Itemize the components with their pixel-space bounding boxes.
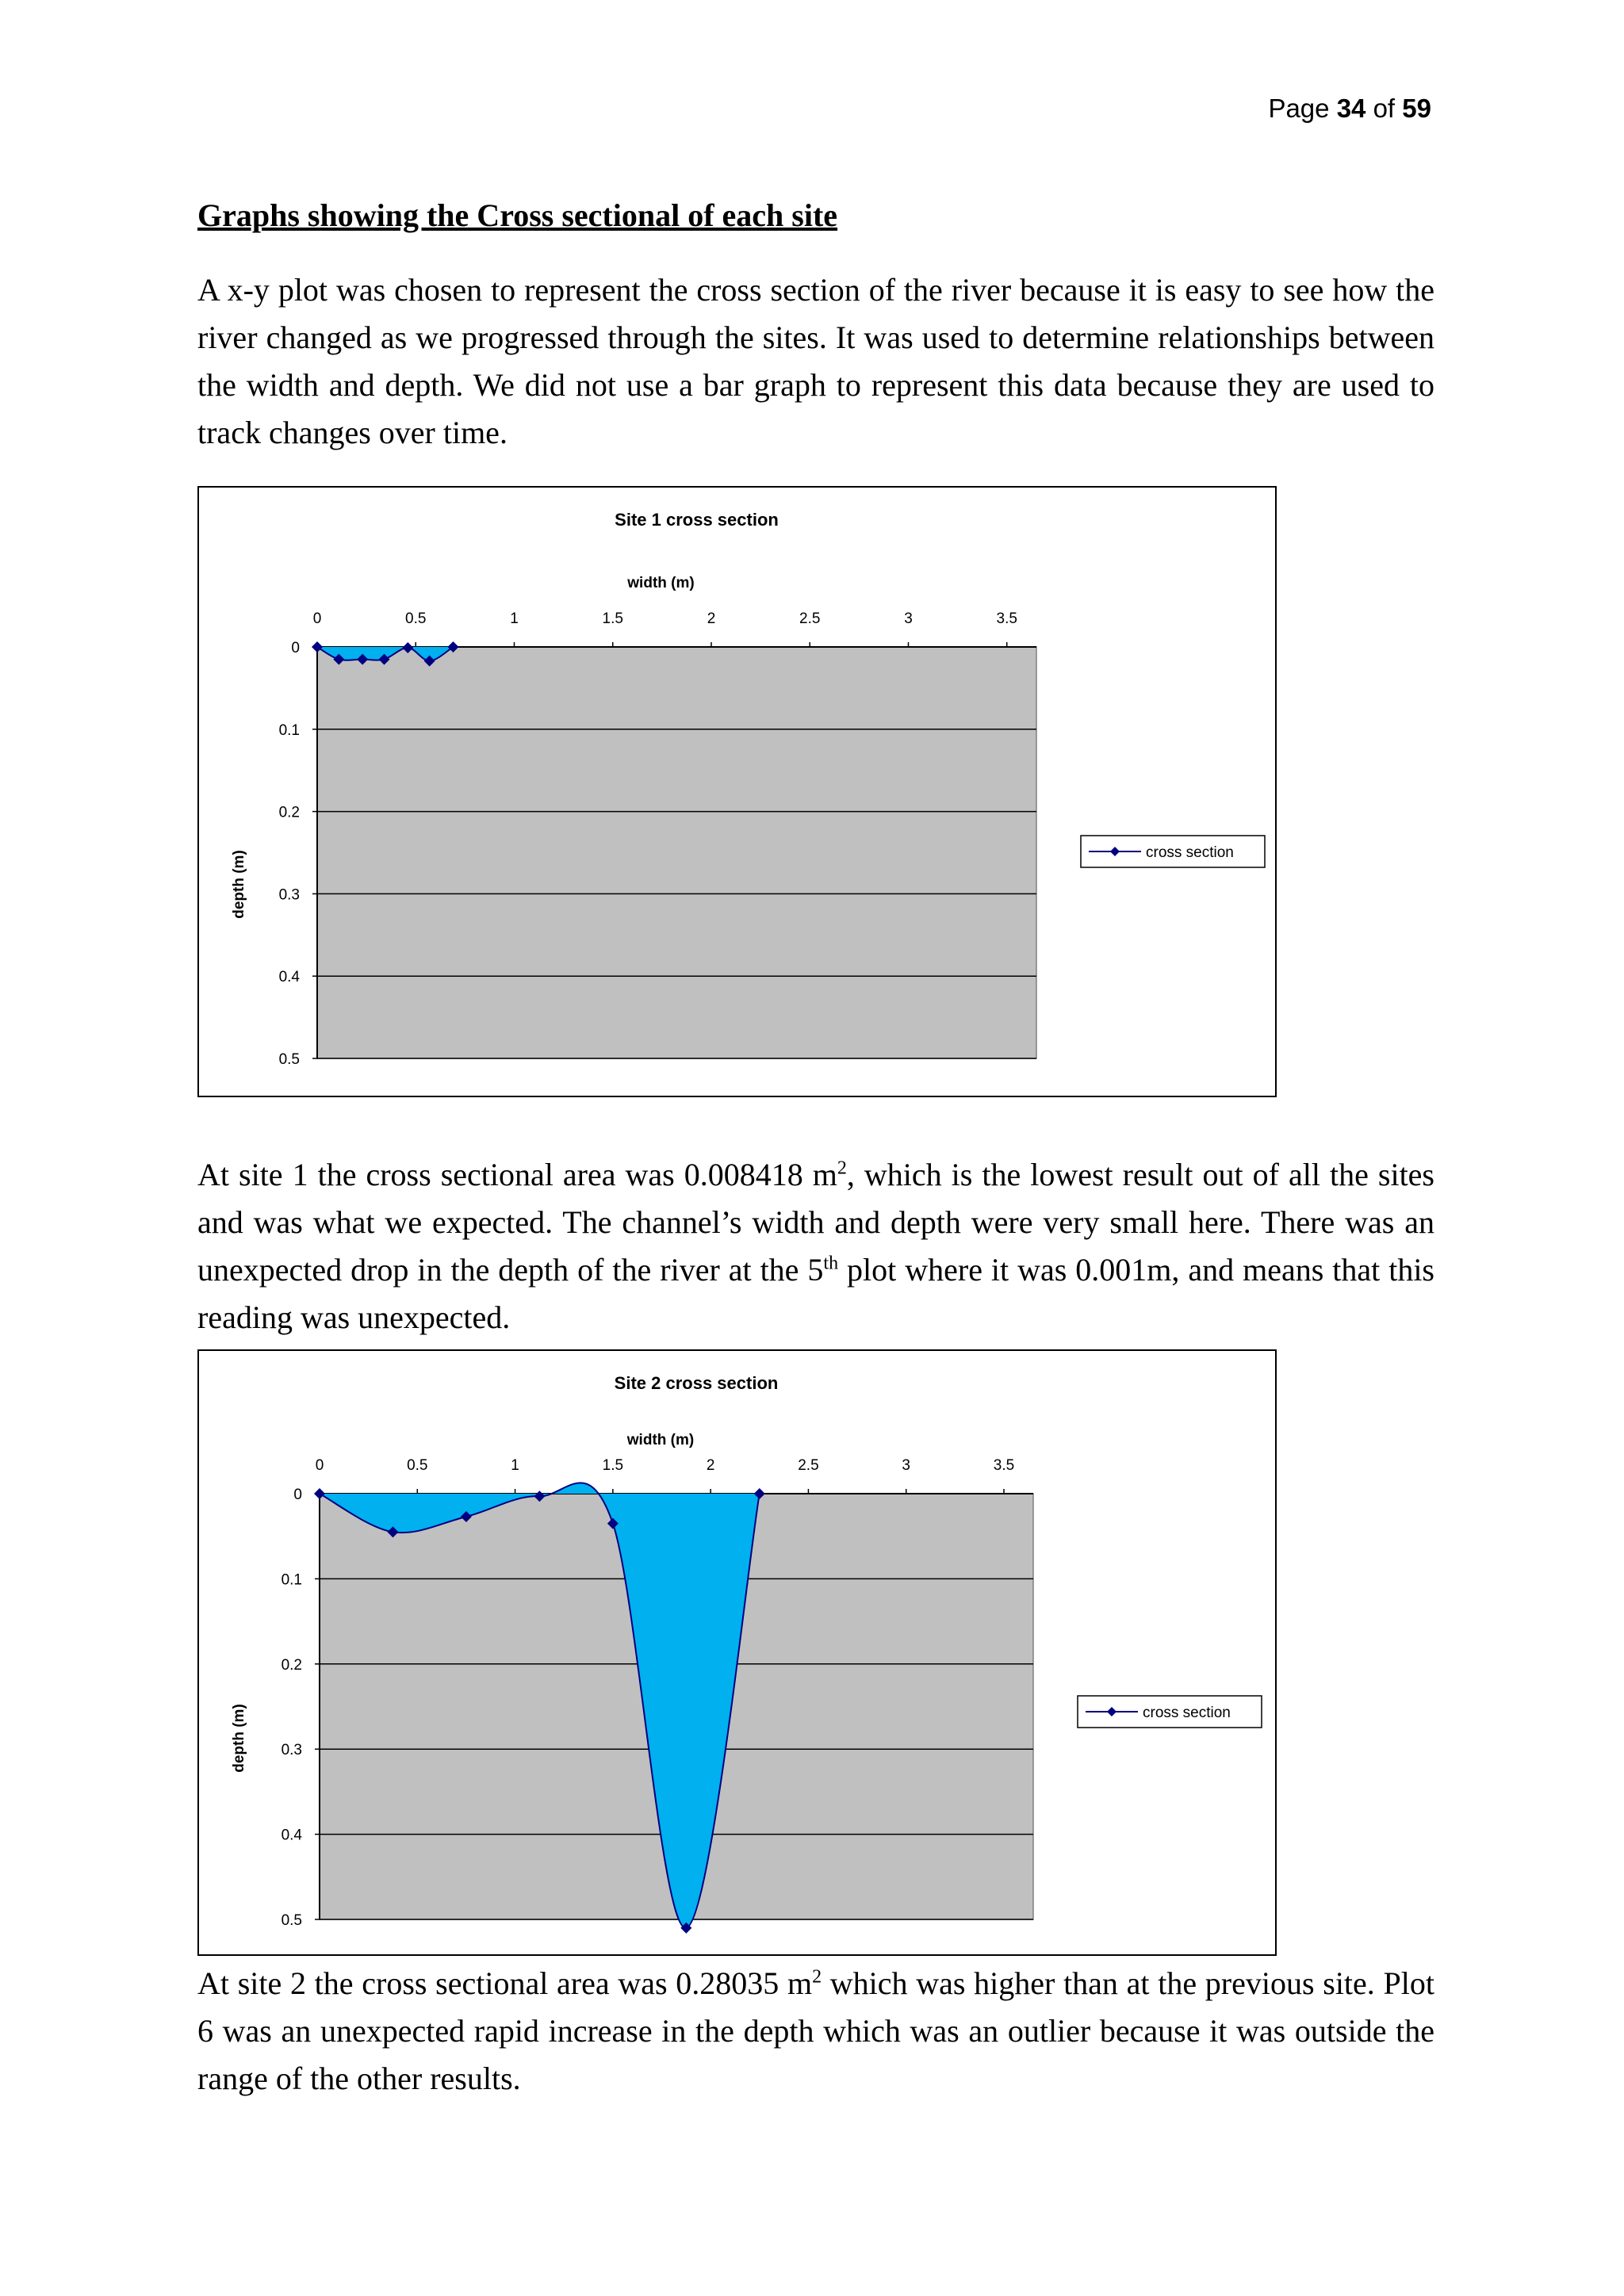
site2-legend-label: cross section <box>1143 1705 1231 1721</box>
page-of: of <box>1373 94 1396 123</box>
site2-x-tick-label: 3.5 <box>993 1457 1015 1474</box>
site1-text-a: At site 1 the cross sectional area was 0.008418 m <box>197 1157 837 1192</box>
site2-y-tick-label: 0.4 <box>281 1827 302 1844</box>
site1-plot-area <box>317 647 1036 1058</box>
site2-x-tick-label: 1.5 <box>602 1457 624 1474</box>
site1-y-tick-label: 0.5 <box>278 1051 300 1068</box>
site2-y-tick-label: 0.1 <box>281 1571 302 1589</box>
site1-x-tick-label: 3.5 <box>996 610 1017 627</box>
site2-text-a: At site 2 the cross sectional area was 0.28035 m <box>197 1965 813 2001</box>
site1-chart-svg <box>197 486 1277 1097</box>
site2-y-tick-label: 0.5 <box>281 1912 302 1929</box>
site2-x-axis-label: width (m) <box>626 1432 695 1448</box>
page-current: 34 <box>1336 94 1366 123</box>
site1-x-tick-label: 2.5 <box>799 610 821 627</box>
site2-paragraph <box>197 1960 1434 2103</box>
site1-x-tick-label: 0 <box>312 610 322 627</box>
site1-y-tick-label: 0.3 <box>278 886 300 904</box>
site1-text-b: , which is the lowest result out of all the sites and was what we expected. The channel’s width and depth were very small here. There was an unexpected drop in the depth of the river at the 5 <box>197 1157 1434 1288</box>
site2-chart-title: Site 2 cross section <box>614 1373 779 1393</box>
site2-x-tick-label: 2.5 <box>798 1457 819 1474</box>
site1-x-tick-label: 3 <box>904 610 913 627</box>
site2-x-tick-label: 3 <box>902 1457 911 1474</box>
site2-x-tick-label: 0.5 <box>407 1457 428 1474</box>
intro-paragraph: A x-y plot was chosen to represent the cross section of the river because it is easy to see how the river changed as we progressed through the sites. It was used to determine relationships between the width and depth. We did not use a bar graph to represent this data because they are used to track changes over time. <box>197 272 1434 450</box>
site1-paragraph <box>197 1151 1434 1341</box>
site2-y-tick-label: 0 <box>293 1487 302 1503</box>
page-label: Page <box>1268 94 1330 123</box>
site2-x-tick-label: 1 <box>511 1457 519 1474</box>
site2-y-tick-label: 0.2 <box>281 1656 302 1674</box>
site1-y-tick-label: 0.1 <box>278 721 300 739</box>
site2-x-tick-label: 0 <box>315 1457 324 1474</box>
section-heading: Graphs showing the Cross sectional of each site <box>197 197 838 233</box>
site2-x-tick-label: 2 <box>706 1457 715 1474</box>
site2-sup-squared: 2 <box>812 1966 822 1988</box>
site1-x-tick-label: 1 <box>510 610 519 627</box>
site1-y-tick-label: 0.4 <box>278 969 300 986</box>
site1-legend-label: cross section <box>1146 844 1234 861</box>
site2-chart-svg <box>197 1349 1277 1956</box>
site1-chart-title: Site 1 cross section <box>615 510 779 530</box>
site1-cross-section-chart <box>197 486 1277 1097</box>
site2-cross-section-chart <box>197 1349 1277 1956</box>
page-number <box>1268 94 1431 124</box>
site1-text-c: plot where it was 0.001m, and means that this reading was unexpected. <box>197 1252 1434 1335</box>
site1-x-tick-label: 2 <box>707 610 716 627</box>
site1-x-tick-label: 1.5 <box>602 610 623 627</box>
site1-x-tick-label: 0.5 <box>405 610 427 627</box>
site2-y-tick-label: 0.3 <box>281 1742 302 1759</box>
site2-y-axis-label: depth (m) <box>231 1704 247 1773</box>
site1-y-tick-label: 0 <box>291 640 300 656</box>
site1-y-tick-label: 0.2 <box>278 804 300 821</box>
site2-text-b: which was higher than at the previous site. Plot 6 was an unexpected rapid increase in the depth which was an outlier because it was outside the range of the other results. <box>197 1965 1434 2096</box>
site1-sup-squared: 2 <box>837 1158 847 1179</box>
site1-sup-th: th <box>823 1253 839 1274</box>
site1-x-axis-label: width (m) <box>627 575 695 591</box>
site1-y-axis-label: depth (m) <box>231 850 247 919</box>
page-total: 59 <box>1402 94 1431 123</box>
